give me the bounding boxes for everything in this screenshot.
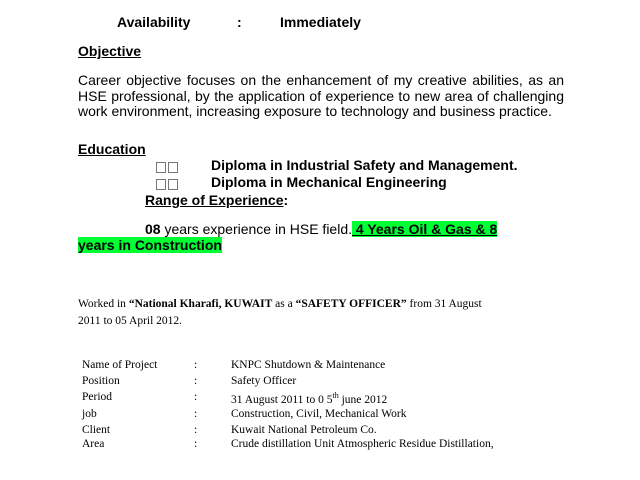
- project-key: Position: [82, 375, 120, 387]
- project-value: 31 August 2011 to 0 5th june 2012: [231, 391, 388, 406]
- worked-company: “National Kharafi, KUWAIT: [128, 298, 273, 310]
- project-colon: :: [194, 408, 198, 420]
- availability-value: Immediately: [280, 14, 361, 30]
- education-heading: Education: [78, 141, 146, 157]
- experience-highlight: 4 Years Oil & Gas & 8: [352, 221, 498, 237]
- availability-colon: :: [237, 14, 242, 30]
- education-item: [156, 157, 576, 173]
- worked-line-2: 2011 to 05 April 2012.: [78, 315, 183, 327]
- experience-years: 08: [145, 221, 161, 237]
- education-item: [156, 174, 576, 190]
- project-value: Safety Officer: [231, 375, 297, 387]
- availability-label: Availability: [117, 14, 191, 30]
- project-key: Area: [82, 438, 105, 450]
- experience-summary: [145, 221, 497, 237]
- project-key: job: [82, 408, 97, 420]
- worked-role: “SAFETY OFFICER”: [295, 298, 407, 310]
- project-key: Period: [82, 391, 113, 403]
- worked-line: Worked in “National Kharafi, KUWAIT as a “SAFETY OFFICER” from 31 August: [78, 298, 482, 310]
- project-key: Client: [82, 424, 111, 436]
- project-colon: :: [194, 359, 198, 371]
- project-colon: :: [194, 438, 198, 450]
- project-colon: :: [194, 391, 198, 403]
- project-colon: :: [194, 375, 198, 387]
- project-colon: :: [194, 424, 198, 436]
- project-value: Crude distillation Unit Atmospheric Residue Distillation,: [231, 438, 494, 450]
- experience-heading: Range of Experience:: [145, 192, 289, 208]
- objective-text: Career objective focuses on the enhancement of my creative abilities, as an HSE professional, by the application of experience to new area of challenging work environment, increasing exposure to technology and business practice.: [78, 72, 564, 119]
- project-key: Name of Project: [82, 359, 158, 371]
- bullet-icon: [156, 176, 180, 192]
- project-value: KNPC Shutdown & Maintenance: [231, 359, 386, 371]
- bullet-icon: [156, 159, 180, 175]
- project-value: Construction, Civil, Mechanical Work: [231, 408, 407, 420]
- experience-highlight-line2: years in Construction: [78, 237, 222, 253]
- education-item-text: Diploma in Industrial Safety and Management.: [211, 157, 518, 173]
- project-value: Kuwait National Petroleum Co.: [231, 424, 377, 436]
- experience-years-text: years experience in HSE field.: [160, 221, 353, 237]
- education-item-text: Diploma in Mechanical Engineering: [211, 174, 447, 190]
- objective-heading: Objective: [78, 43, 142, 59]
